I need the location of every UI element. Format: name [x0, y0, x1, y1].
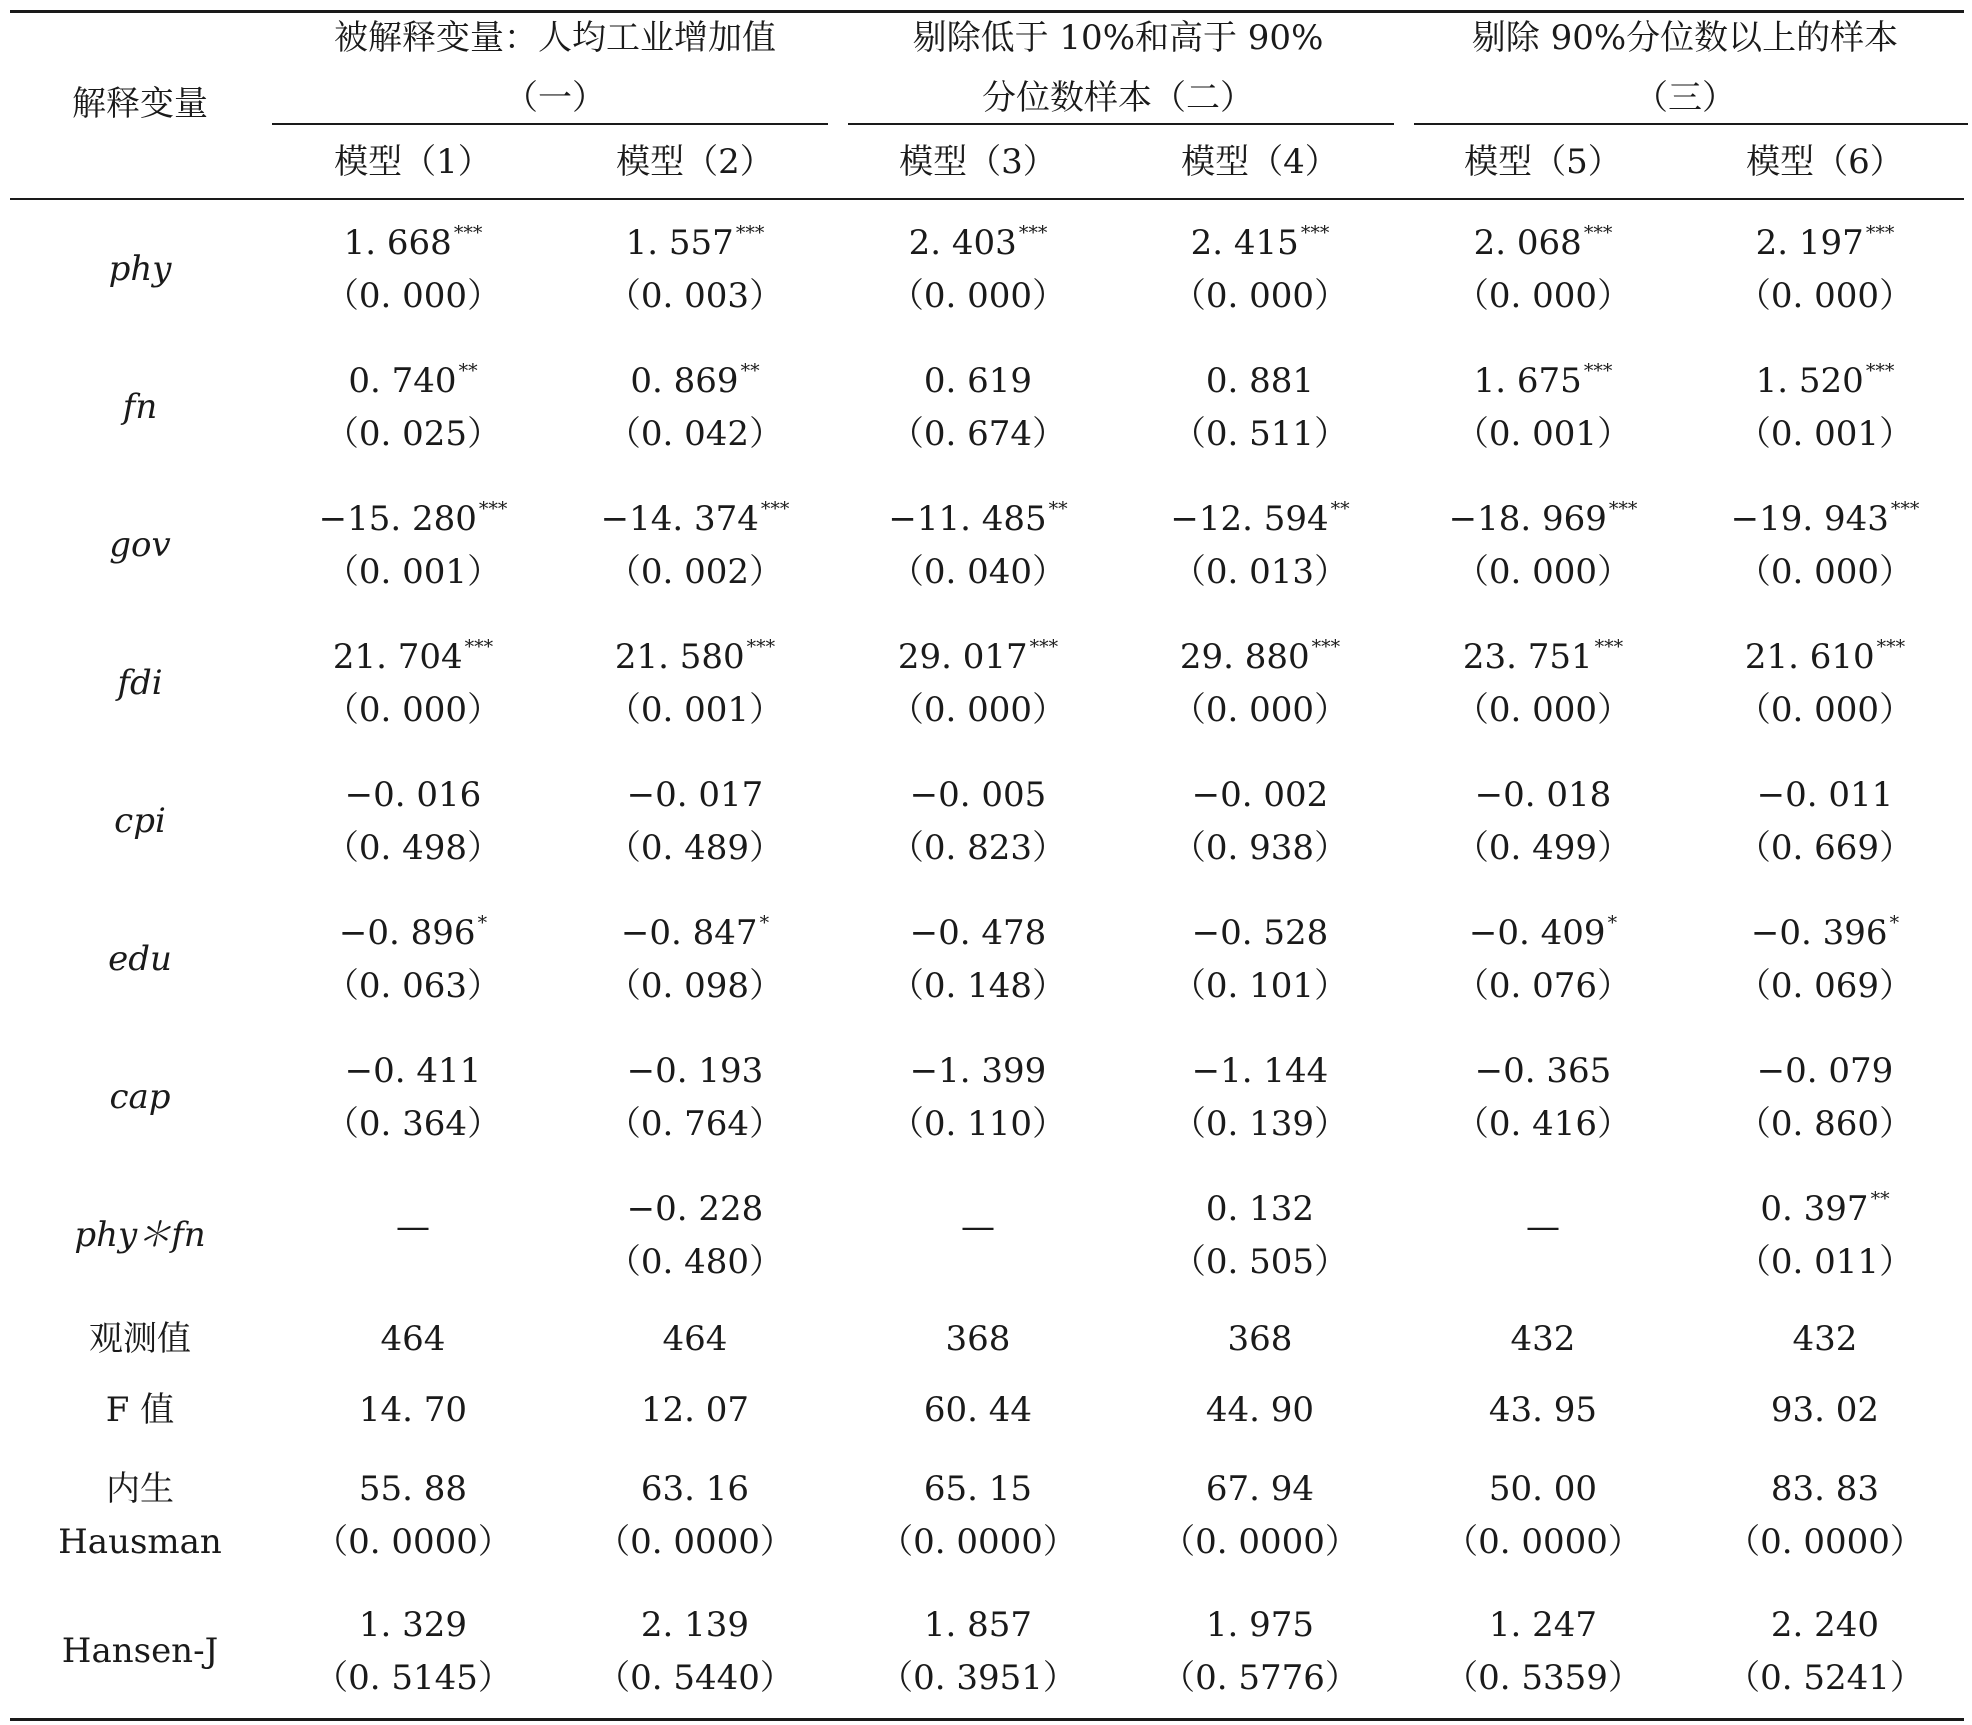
cell-coefficient — [1192, 913, 1329, 953]
row-label-7: phy＊fn — [74, 1215, 206, 1255]
cell-p-value: （0. 499） — [1454, 828, 1632, 868]
cell-p-value: （0. 139） — [1171, 1104, 1349, 1144]
cell-coefficient — [345, 1051, 482, 1091]
cell-coefficient — [1757, 775, 1894, 815]
cell-coefficient — [348, 361, 477, 401]
cell-p-value: （0. 000） — [1171, 690, 1349, 730]
coefficient-value: 2. 415 — [1190, 223, 1299, 263]
cell-p-value: （0. 013） — [1171, 552, 1349, 592]
stat-p-value: （0. 0000） — [314, 1522, 512, 1562]
model-3-header: 模型（3） — [899, 142, 1057, 182]
significance-stars: *** — [1583, 222, 1613, 244]
cell-p-value: （0. 000） — [324, 276, 502, 316]
coefficient-value: 29. 880 — [1179, 637, 1310, 677]
row-label-5: edu — [108, 939, 172, 979]
coefficient-value: −0. 228 — [626, 1189, 764, 1229]
cell-p-value: （0. 001） — [1454, 414, 1632, 454]
cell-coefficient — [1474, 361, 1613, 401]
significance-stars: *** — [464, 636, 494, 658]
cell-p-value: （0. 764） — [606, 1104, 784, 1144]
significance-stars: *** — [1865, 222, 1895, 244]
cell-coefficient — [333, 637, 493, 677]
coefficient-value: −0. 365 — [1474, 1051, 1612, 1091]
stat-value: 432 — [1792, 1319, 1858, 1359]
group-rule-3 — [1414, 123, 1968, 125]
stat-value: 65. 15 — [923, 1469, 1033, 1509]
significance-stars: ** — [740, 360, 760, 382]
cell-dash: — — [961, 1207, 995, 1247]
cell-p-value: （0. 000） — [1736, 276, 1914, 316]
stat-value: 55. 88 — [358, 1469, 468, 1509]
cell-coefficient — [339, 913, 487, 953]
cell-p-value: （0. 498） — [324, 828, 502, 868]
significance-stars: *** — [760, 498, 790, 520]
group-rule-1 — [272, 123, 828, 125]
stat-p-value: （0. 0000） — [596, 1522, 794, 1562]
significance-stars: *** — [1608, 498, 1638, 520]
stat-value: 432 — [1510, 1319, 1576, 1359]
stat-p-value: （0. 5145） — [314, 1658, 512, 1698]
stat-value: 2. 240 — [1770, 1605, 1880, 1645]
cell-p-value: （0. 001） — [606, 690, 784, 730]
coefficient-value: −0. 478 — [909, 913, 1047, 953]
cell-coefficient — [621, 913, 769, 953]
coefficient-value: 2. 068 — [1473, 223, 1582, 263]
cell-p-value: （0. 000） — [1171, 276, 1349, 316]
coefficient-value: −12. 594 — [1170, 499, 1329, 539]
stat-value: 63. 16 — [640, 1469, 750, 1509]
cell-p-value: （0. 364） — [324, 1104, 502, 1144]
cell-p-value: （0. 069） — [1736, 966, 1914, 1006]
stat-value: 464 — [380, 1319, 446, 1359]
coefficient-value: −19. 943 — [1730, 499, 1889, 539]
coefficient-value: −11. 485 — [888, 499, 1047, 539]
row-label-4: cpi — [114, 801, 166, 841]
stat-label-line2: Hausman — [58, 1522, 222, 1562]
bottom-rule — [10, 1718, 1964, 1721]
cell-coefficient — [627, 1051, 764, 1091]
significance-stars: * — [477, 912, 488, 934]
model-4-header: 模型（4） — [1181, 142, 1339, 182]
model-6-header: 模型（6） — [1746, 142, 1904, 182]
row-header-label: 解释变量 — [72, 84, 208, 124]
significance-stars: *** — [1583, 360, 1613, 382]
cell-coefficient — [1180, 637, 1340, 677]
stat-value: 50. 00 — [1488, 1469, 1598, 1509]
cell-coefficient — [898, 637, 1058, 677]
stat-p-value: （0. 3951） — [879, 1658, 1077, 1698]
cell-p-value: （0. 001） — [324, 552, 502, 592]
top-rule — [10, 10, 1964, 13]
cell-p-value: （0. 000） — [1736, 552, 1914, 592]
stat-value: 1. 857 — [923, 1605, 1033, 1645]
cell-p-value: （0. 000） — [1454, 552, 1632, 592]
cell-coefficient — [910, 775, 1047, 815]
coefficient-value: −0. 017 — [626, 775, 764, 815]
model-2-header: 模型（2） — [616, 142, 774, 182]
stat-label: F 值 — [105, 1390, 175, 1430]
cell-coefficient — [1192, 775, 1329, 815]
group-3-subtitle: （三） — [1634, 78, 1736, 118]
coefficient-value: −0. 847 — [620, 913, 758, 953]
coefficient-value: 0. 132 — [1205, 1189, 1315, 1229]
significance-stars: * — [1607, 912, 1618, 934]
cell-p-value: （0. 860） — [1736, 1104, 1914, 1144]
stat-p-value: （0. 5241） — [1726, 1658, 1924, 1698]
significance-stars: ** — [1330, 498, 1350, 520]
stat-value: 14. 70 — [358, 1390, 468, 1430]
significance-stars: *** — [453, 222, 483, 244]
stat-value: 464 — [662, 1319, 728, 1359]
cell-coefficient — [319, 499, 508, 539]
cell-coefficient — [909, 223, 1048, 263]
cell-p-value: （0. 002） — [606, 552, 784, 592]
coefficient-value: −0. 016 — [344, 775, 482, 815]
stat-p-value: （0. 0000） — [1161, 1522, 1359, 1562]
significance-stars: *** — [1029, 636, 1059, 658]
stat-value: 1. 247 — [1488, 1605, 1598, 1645]
stat-value: 93. 02 — [1770, 1390, 1880, 1430]
coefficient-value: 1. 557 — [625, 223, 734, 263]
significance-stars: * — [1889, 912, 1900, 934]
cell-p-value: （0. 511） — [1171, 414, 1349, 454]
coefficient-value: −0. 528 — [1191, 913, 1329, 953]
cell-coefficient — [1760, 1189, 1889, 1229]
coefficient-value: 0. 740 — [348, 361, 457, 401]
cell-coefficient — [1469, 913, 1617, 953]
row-label-1: fn — [122, 387, 158, 427]
significance-stars: *** — [1865, 360, 1895, 382]
coefficient-value: 2. 403 — [908, 223, 1017, 263]
cell-coefficient — [1206, 1189, 1314, 1229]
stat-value: 1. 329 — [358, 1605, 468, 1645]
stat-label: 内生 — [106, 1469, 174, 1509]
cell-coefficient — [615, 637, 775, 677]
cell-p-value: （0. 000） — [1454, 690, 1632, 730]
significance-stars: *** — [746, 636, 776, 658]
cell-coefficient — [910, 913, 1047, 953]
significance-stars: *** — [1876, 636, 1906, 658]
stat-p-value: （0. 0000） — [1726, 1522, 1924, 1562]
stat-value: 83. 83 — [1770, 1469, 1880, 1509]
significance-stars: ** — [458, 360, 478, 382]
coefficient-value: 21. 580 — [614, 637, 745, 677]
coefficient-value: 1. 520 — [1755, 361, 1864, 401]
cell-coefficient — [1731, 499, 1920, 539]
cell-p-value: （0. 040） — [889, 552, 1067, 592]
stat-value: 44. 90 — [1205, 1390, 1315, 1430]
cell-p-value: （0. 505） — [1171, 1242, 1349, 1282]
coefficient-value: 2. 197 — [1755, 223, 1864, 263]
cell-coefficient — [1745, 637, 1905, 677]
cell-p-value: （0. 011） — [1736, 1242, 1914, 1282]
stat-p-value: （0. 5440） — [596, 1658, 794, 1698]
significance-stars: *** — [478, 498, 508, 520]
cell-coefficient — [344, 223, 483, 263]
cell-coefficient — [626, 223, 765, 263]
coefficient-value: −18. 969 — [1448, 499, 1607, 539]
cell-p-value: （0. 000） — [889, 276, 1067, 316]
header-rule — [10, 198, 1964, 200]
coefficient-value: 0. 619 — [923, 361, 1033, 401]
significance-stars: *** — [1890, 498, 1920, 520]
cell-p-value: （0. 003） — [606, 276, 784, 316]
coefficient-value: 21. 704 — [332, 637, 463, 677]
coefficient-value: −0. 079 — [1756, 1051, 1894, 1091]
cell-p-value: （0. 823） — [889, 828, 1067, 868]
coefficient-value: −0. 411 — [344, 1051, 482, 1091]
significance-stars: *** — [735, 222, 765, 244]
cell-p-value: （0. 669） — [1736, 828, 1914, 868]
stat-p-value: （0. 5359） — [1444, 1658, 1642, 1698]
stat-value: 60. 44 — [923, 1390, 1033, 1430]
cell-p-value: （0. 148） — [889, 966, 1067, 1006]
cell-p-value: （0. 938） — [1171, 828, 1349, 868]
cell-p-value: （0. 000） — [889, 690, 1067, 730]
cell-coefficient — [910, 1051, 1047, 1091]
group-3-title: 剔除 90%分位数以上的样本 — [1471, 18, 1899, 58]
significance-stars: *** — [1018, 222, 1048, 244]
model-5-header: 模型（5） — [1464, 142, 1622, 182]
coefficient-value: 1. 675 — [1473, 361, 1582, 401]
coefficient-value: −0. 396 — [1750, 913, 1888, 953]
coefficient-value: −15. 280 — [318, 499, 477, 539]
stat-label: 观测值 — [89, 1319, 191, 1359]
cell-coefficient — [1475, 775, 1612, 815]
coefficient-value: −0. 011 — [1756, 775, 1894, 815]
significance-stars: * — [759, 912, 770, 934]
cell-coefficient — [601, 499, 790, 539]
group-2-subtitle: 分位数样本（二） — [982, 78, 1254, 118]
coefficient-value: −0. 018 — [1474, 775, 1612, 815]
coefficient-value: −1. 144 — [1191, 1051, 1329, 1091]
cell-dash: — — [396, 1207, 430, 1247]
group-2-title: 剔除低于 10%和高于 90% — [912, 18, 1324, 58]
coefficient-value: 0. 397 — [1760, 1189, 1869, 1229]
significance-stars: ** — [1048, 498, 1068, 520]
coefficient-value: 23. 751 — [1462, 637, 1593, 677]
stat-value: 43. 95 — [1488, 1390, 1598, 1430]
cell-p-value: （0. 098） — [606, 966, 784, 1006]
cell-coefficient — [1206, 361, 1314, 401]
group-1-subtitle: （一） — [504, 78, 606, 118]
cell-p-value: （0. 000） — [324, 690, 502, 730]
cell-coefficient — [1192, 1051, 1329, 1091]
coefficient-value: −14. 374 — [600, 499, 759, 539]
stat-value: 67. 94 — [1205, 1469, 1315, 1509]
cell-coefficient — [1475, 1051, 1612, 1091]
cell-coefficient — [1170, 499, 1349, 539]
stat-value: 1. 975 — [1205, 1605, 1315, 1645]
cell-coefficient — [1751, 913, 1899, 953]
cell-coefficient — [1756, 361, 1895, 401]
cell-p-value: （0. 416） — [1454, 1104, 1632, 1144]
cell-p-value: （0. 489） — [606, 828, 784, 868]
stat-p-value: （0. 0000） — [1444, 1522, 1642, 1562]
significance-stars: *** — [1311, 636, 1341, 658]
coefficient-value: −0. 896 — [338, 913, 476, 953]
cell-p-value: （0. 063） — [324, 966, 502, 1006]
cell-coefficient — [1757, 1051, 1894, 1091]
significance-stars: *** — [1594, 636, 1624, 658]
stat-p-value: （0. 0000） — [879, 1522, 1077, 1562]
significance-stars: ** — [1870, 1188, 1890, 1210]
cell-p-value: （0. 101） — [1171, 966, 1349, 1006]
row-label-3: fdi — [117, 663, 163, 703]
cell-p-value: （0. 480） — [606, 1242, 784, 1282]
cell-coefficient — [627, 1189, 764, 1229]
row-label-6: cap — [109, 1077, 171, 1117]
cell-p-value: （0. 042） — [606, 414, 784, 454]
cell-coefficient — [627, 775, 764, 815]
stat-label: Hansen-J — [61, 1631, 219, 1671]
stat-value: 368 — [1227, 1319, 1293, 1359]
coefficient-value: 0. 881 — [1205, 361, 1315, 401]
cell-coefficient — [1191, 223, 1330, 263]
cell-p-value: （0. 001） — [1736, 414, 1914, 454]
cell-coefficient — [1756, 223, 1895, 263]
cell-dash: — — [1526, 1207, 1560, 1247]
cell-coefficient — [1463, 637, 1623, 677]
row-label-0: phy — [108, 249, 172, 289]
coefficient-value: −0. 005 — [909, 775, 1047, 815]
coefficient-value: 1. 668 — [343, 223, 452, 263]
model-1-header: 模型（1） — [334, 142, 492, 182]
coefficient-value: 29. 017 — [897, 637, 1028, 677]
cell-coefficient — [1474, 223, 1613, 263]
stat-value: 2. 139 — [640, 1605, 750, 1645]
cell-p-value: （0. 000） — [1454, 276, 1632, 316]
cell-p-value: （0. 000） — [1736, 690, 1914, 730]
significance-stars: *** — [1300, 222, 1330, 244]
group-rule-2 — [848, 123, 1394, 125]
cell-p-value: （0. 674） — [889, 414, 1067, 454]
group-1-title: 被解释变量：人均工业增加值 — [334, 18, 776, 58]
coefficient-value: −0. 409 — [1468, 913, 1606, 953]
coefficient-value: 21. 610 — [1744, 637, 1875, 677]
cell-coefficient — [630, 361, 759, 401]
cell-p-value: （0. 076） — [1454, 966, 1632, 1006]
coefficient-value: −0. 002 — [1191, 775, 1329, 815]
stat-p-value: （0. 5776） — [1161, 1658, 1359, 1698]
coefficient-value: −0. 193 — [626, 1051, 764, 1091]
stat-value: 368 — [945, 1319, 1011, 1359]
cell-coefficient — [345, 775, 482, 815]
coefficient-value: 0. 869 — [630, 361, 739, 401]
cell-p-value: （0. 025） — [324, 414, 502, 454]
cell-coefficient — [888, 499, 1067, 539]
cell-p-value: （0. 110） — [889, 1104, 1067, 1144]
coefficient-value: −1. 399 — [909, 1051, 1047, 1091]
cell-coefficient — [1449, 499, 1638, 539]
row-label-2: gov — [109, 525, 171, 565]
stat-value: 12. 07 — [640, 1390, 750, 1430]
cell-coefficient — [924, 361, 1032, 401]
